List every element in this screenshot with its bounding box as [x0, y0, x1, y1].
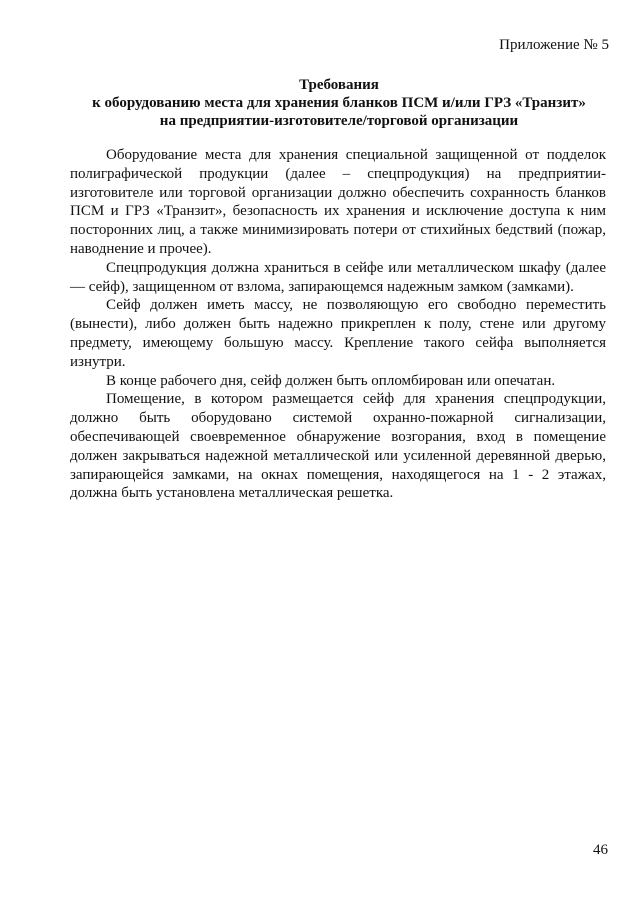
- paragraph-safe-mass: Сейф должен иметь массу, не позволяющую его свободно переместить (вынести), либо должен быть надежно прикреплен к полу, стене или другому предмету, имеющему большую массу. Крепление такого сейфа выполняется изнутри.: [70, 297, 606, 370]
- paragraph-storage: Спецпродукция должна храниться в сейфе или металлическом шкафу (далее — сейф), защищенном от взлома, запирающемся надежным замком (замками).: [70, 259, 606, 295]
- title-line-1: Требования: [299, 77, 379, 93]
- title-line-3: на предприятии-изготовителе/торговой организации: [159, 113, 519, 129]
- title-line-2: к оборудованию места для хранения бланков ПСМ и/или ГРЗ «Транзит»: [92, 95, 586, 111]
- page-number: 46: [593, 842, 608, 858]
- paragraph-room: Помещение, в котором размещается сейф для хранения спецпродукции, должно быть оборудовано системой охранно-пожарной сигнализации, обеспечивающей своевременное обнаружение возгорания, вход в помещение должен закрываться надежной металлической или усиленной деревянной дверью, запирающейся замками, на окнах помещения, находящегося на 1 - 2 этажах, должна быть установлена металлическая решетка.: [70, 391, 606, 502]
- appendix-label: Приложение № 5: [499, 37, 609, 53]
- paragraph-equipment: Оборудование места для хранения специальной защищенной от подделок полиграфической продукции (далее – спецпродукция) на предприятии-изготовителе или торговой организации должно обеспечить сохранность бланков ПСМ и ГРЗ «Транзит», безопасность их хранения и исключение доступа к ним посторонних лиц, а также минимизировать потери от стихийных бедствий (пожар, наводнение и прочее).: [70, 147, 606, 257]
- paragraph-sealing: В конце рабочего дня, сейф должен быть опломбирован или опечатан.: [106, 372, 556, 389]
- document-body: [70, 146, 606, 503]
- document-title: [70, 76, 608, 130]
